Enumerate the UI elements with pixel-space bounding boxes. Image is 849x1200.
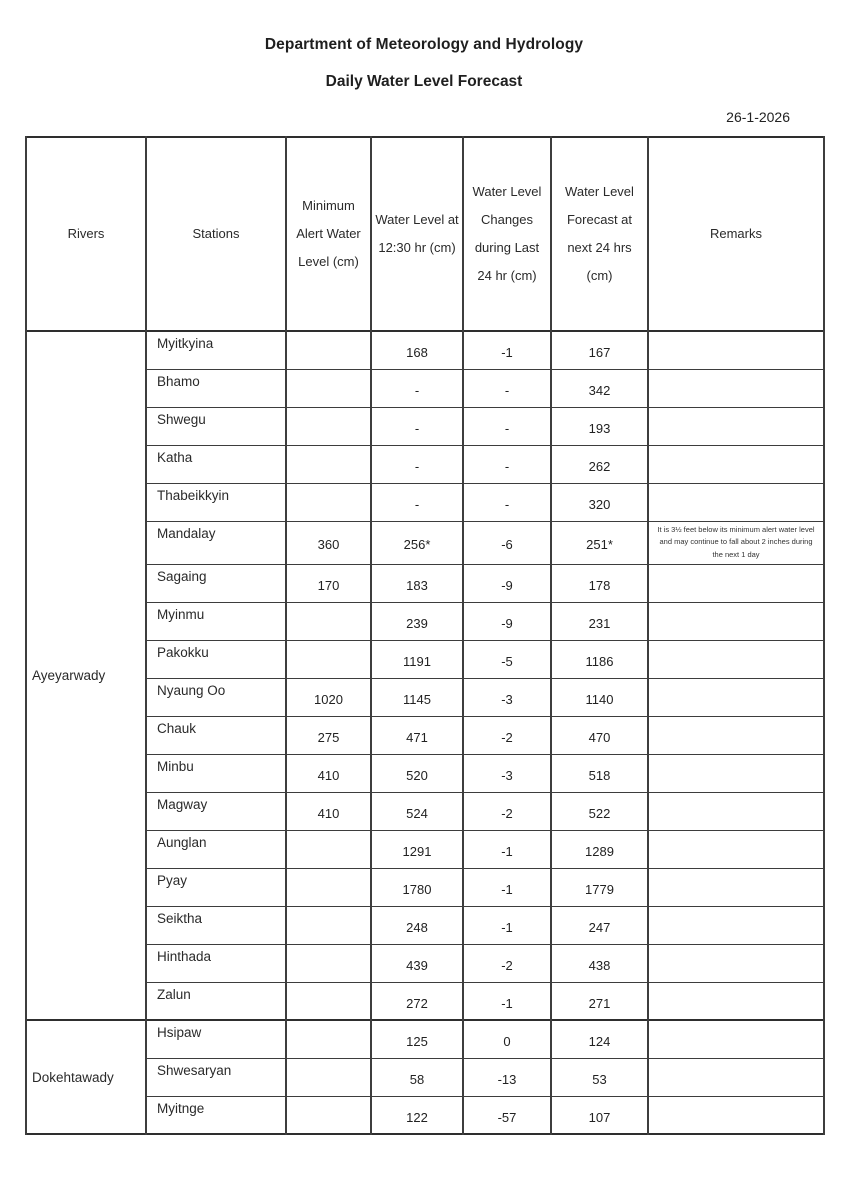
table-row xyxy=(26,521,824,564)
remarks-text xyxy=(648,331,824,369)
remarks-text xyxy=(648,1058,824,1096)
change-24hr-value: -1 xyxy=(463,982,551,1020)
table-row xyxy=(26,1096,824,1134)
min-alert-value xyxy=(286,483,371,521)
table-row xyxy=(26,678,824,716)
forecast-24hr-value: 178 xyxy=(551,564,648,602)
min-alert-value xyxy=(286,602,371,640)
water-level-table xyxy=(25,136,825,1135)
header-rivers: Rivers xyxy=(26,137,146,331)
change-24hr-value: -1 xyxy=(463,868,551,906)
header-change-24hr: Water Level Changes during Last 24 hr (cm) xyxy=(463,137,551,331)
header-forecast-24hr: Water Level Forecast at next 24 hrs (cm) xyxy=(551,137,648,331)
forecast-24hr-value: 271 xyxy=(551,982,648,1020)
forecast-24hr-value: 193 xyxy=(551,407,648,445)
min-alert-value xyxy=(286,445,371,483)
min-alert-value xyxy=(286,944,371,982)
forecast-24hr-value: 1779 xyxy=(551,868,648,906)
min-alert-value xyxy=(286,982,371,1020)
station-name: Chauk xyxy=(146,716,286,754)
water-level-value: - xyxy=(371,407,463,445)
station-name: Katha xyxy=(146,445,286,483)
forecast-24hr-value: 1289 xyxy=(551,830,648,868)
station-name: Shwesaryan xyxy=(146,1058,286,1096)
min-alert-value xyxy=(286,369,371,407)
change-24hr-value: -2 xyxy=(463,944,551,982)
water-level-value: 183 xyxy=(371,564,463,602)
water-level-value: 1780 xyxy=(371,868,463,906)
remarks-text xyxy=(648,792,824,830)
table-row xyxy=(26,1058,824,1096)
table-row xyxy=(26,906,824,944)
water-level-value: 524 xyxy=(371,792,463,830)
forecast-24hr-value: 251* xyxy=(551,521,648,564)
table-row xyxy=(26,1020,824,1058)
river-name: Dokehtawady xyxy=(26,1020,146,1134)
forecast-24hr-value: 262 xyxy=(551,445,648,483)
table-row xyxy=(26,754,824,792)
forecast-24hr-value: 438 xyxy=(551,944,648,982)
water-level-value: 272 xyxy=(371,982,463,1020)
change-24hr-value: -3 xyxy=(463,754,551,792)
station-name: Bhamo xyxy=(146,369,286,407)
forecast-24hr-value: 1186 xyxy=(551,640,648,678)
remarks-text xyxy=(648,982,824,1020)
remarks-text: It is 3½ feet below its minimum alert water level and may continue to fall about 2 inches during the next 1 day xyxy=(648,521,824,564)
water-level-value: 1291 xyxy=(371,830,463,868)
remarks-text xyxy=(648,716,824,754)
table-row xyxy=(26,944,824,982)
forecast-24hr-value: 247 xyxy=(551,906,648,944)
change-24hr-value: - xyxy=(463,407,551,445)
table-row xyxy=(26,445,824,483)
water-level-value: 125 xyxy=(371,1020,463,1058)
change-24hr-value: -9 xyxy=(463,602,551,640)
forecast-24hr-value: 53 xyxy=(551,1058,648,1096)
remarks-text xyxy=(648,640,824,678)
table-row xyxy=(26,564,824,602)
change-24hr-value: - xyxy=(463,483,551,521)
forecast-24hr-value: 107 xyxy=(551,1096,648,1134)
station-name: Zalun xyxy=(146,982,286,1020)
min-alert-value xyxy=(286,1096,371,1134)
station-name: Myitkyina xyxy=(146,331,286,369)
table-body xyxy=(26,331,824,1134)
remarks-text xyxy=(648,483,824,521)
station-name: Myinmu xyxy=(146,602,286,640)
report-date: 26-1-2026 xyxy=(726,109,790,125)
min-alert-value xyxy=(286,868,371,906)
table-row xyxy=(26,602,824,640)
station-name: Minbu xyxy=(146,754,286,792)
water-level-value: 168 xyxy=(371,331,463,369)
min-alert-value: 410 xyxy=(286,754,371,792)
station-name: Pyay xyxy=(146,868,286,906)
remarks-text xyxy=(648,407,824,445)
remarks-text xyxy=(648,602,824,640)
station-name: Aunglan xyxy=(146,830,286,868)
table-row xyxy=(26,868,824,906)
min-alert-value xyxy=(286,1020,371,1058)
change-24hr-value: - xyxy=(463,369,551,407)
forecast-24hr-value: 1140 xyxy=(551,678,648,716)
table-row xyxy=(26,982,824,1020)
change-24hr-value: -6 xyxy=(463,521,551,564)
header-remarks: Remarks xyxy=(648,137,824,331)
change-24hr-value: -3 xyxy=(463,678,551,716)
water-level-value: - xyxy=(371,483,463,521)
water-level-value: 256* xyxy=(371,521,463,564)
remarks-text xyxy=(648,830,824,868)
forecast-24hr-value: 470 xyxy=(551,716,648,754)
change-24hr-value: -2 xyxy=(463,792,551,830)
document-title: Department of Meteorology and Hydrology xyxy=(264,36,584,53)
change-24hr-value: -57 xyxy=(463,1096,551,1134)
forecast-24hr-value: 522 xyxy=(551,792,648,830)
change-24hr-value: -1 xyxy=(463,830,551,868)
water-level-value: 520 xyxy=(371,754,463,792)
remarks-text xyxy=(648,944,824,982)
table-row xyxy=(26,407,824,445)
table-row xyxy=(26,369,824,407)
change-24hr-value: -1 xyxy=(463,906,551,944)
document-subtitle: Daily Water Level Forecast xyxy=(325,73,523,90)
table-row xyxy=(26,331,824,369)
station-name: Hsipaw xyxy=(146,1020,286,1058)
change-24hr-value: 0 xyxy=(463,1020,551,1058)
remarks-text xyxy=(648,1096,824,1134)
station-name: Pakokku xyxy=(146,640,286,678)
water-level-value: 439 xyxy=(371,944,463,982)
header-stations: Stations xyxy=(146,137,286,331)
change-24hr-value: -13 xyxy=(463,1058,551,1096)
water-level-value: 248 xyxy=(371,906,463,944)
forecast-24hr-value: 231 xyxy=(551,602,648,640)
min-alert-value: 170 xyxy=(286,564,371,602)
header-min-alert-level: Minimum Alert Water Level (cm) xyxy=(286,137,371,331)
water-level-value: - xyxy=(371,445,463,483)
min-alert-value: 410 xyxy=(286,792,371,830)
station-name: Thabeikkyin xyxy=(146,483,286,521)
water-level-value: 1145 xyxy=(371,678,463,716)
remarks-text xyxy=(648,1020,824,1058)
station-name: Shwegu xyxy=(146,407,286,445)
change-24hr-value: -5 xyxy=(463,640,551,678)
header-water-level-1230: Water Level at 12:30 hr (cm) xyxy=(371,137,463,331)
remarks-text xyxy=(648,564,824,602)
station-name: Sagaing xyxy=(146,564,286,602)
station-name: Magway xyxy=(146,792,286,830)
min-alert-value: 275 xyxy=(286,716,371,754)
water-level-value: 122 xyxy=(371,1096,463,1134)
table-row xyxy=(26,792,824,830)
change-24hr-value: -1 xyxy=(463,331,551,369)
remarks-text xyxy=(648,868,824,906)
min-alert-value xyxy=(286,331,371,369)
min-alert-value xyxy=(286,407,371,445)
station-name: Seiktha xyxy=(146,906,286,944)
min-alert-value xyxy=(286,640,371,678)
table-row xyxy=(26,483,824,521)
forecast-24hr-value: 167 xyxy=(551,331,648,369)
remarks-text xyxy=(648,906,824,944)
forecast-24hr-value: 124 xyxy=(551,1020,648,1058)
forecast-24hr-value: 518 xyxy=(551,754,648,792)
change-24hr-value: -2 xyxy=(463,716,551,754)
remarks-text xyxy=(648,445,824,483)
station-name: Mandalay xyxy=(146,521,286,564)
water-level-value: 58 xyxy=(371,1058,463,1096)
min-alert-value xyxy=(286,906,371,944)
table-row xyxy=(26,830,824,868)
min-alert-value: 360 xyxy=(286,521,371,564)
water-level-value: 239 xyxy=(371,602,463,640)
station-name: Hinthada xyxy=(146,944,286,982)
min-alert-value xyxy=(286,830,371,868)
forecast-24hr-value: 320 xyxy=(551,483,648,521)
table-row xyxy=(26,716,824,754)
station-name: Myitnge xyxy=(146,1096,286,1134)
water-level-value: - xyxy=(371,369,463,407)
table-header xyxy=(26,137,824,331)
station-name: Nyaung Oo xyxy=(146,678,286,716)
header-row xyxy=(26,137,824,331)
table-row xyxy=(26,640,824,678)
remarks-text xyxy=(648,754,824,792)
remarks-text xyxy=(648,369,824,407)
change-24hr-value: - xyxy=(463,445,551,483)
change-24hr-value: -9 xyxy=(463,564,551,602)
water-level-value: 471 xyxy=(371,716,463,754)
water-level-value: 1191 xyxy=(371,640,463,678)
river-name: Ayeyarwady xyxy=(26,331,146,1020)
min-alert-value xyxy=(286,1058,371,1096)
min-alert-value: 1020 xyxy=(286,678,371,716)
remarks-text xyxy=(648,678,824,716)
forecast-24hr-value: 342 xyxy=(551,369,648,407)
